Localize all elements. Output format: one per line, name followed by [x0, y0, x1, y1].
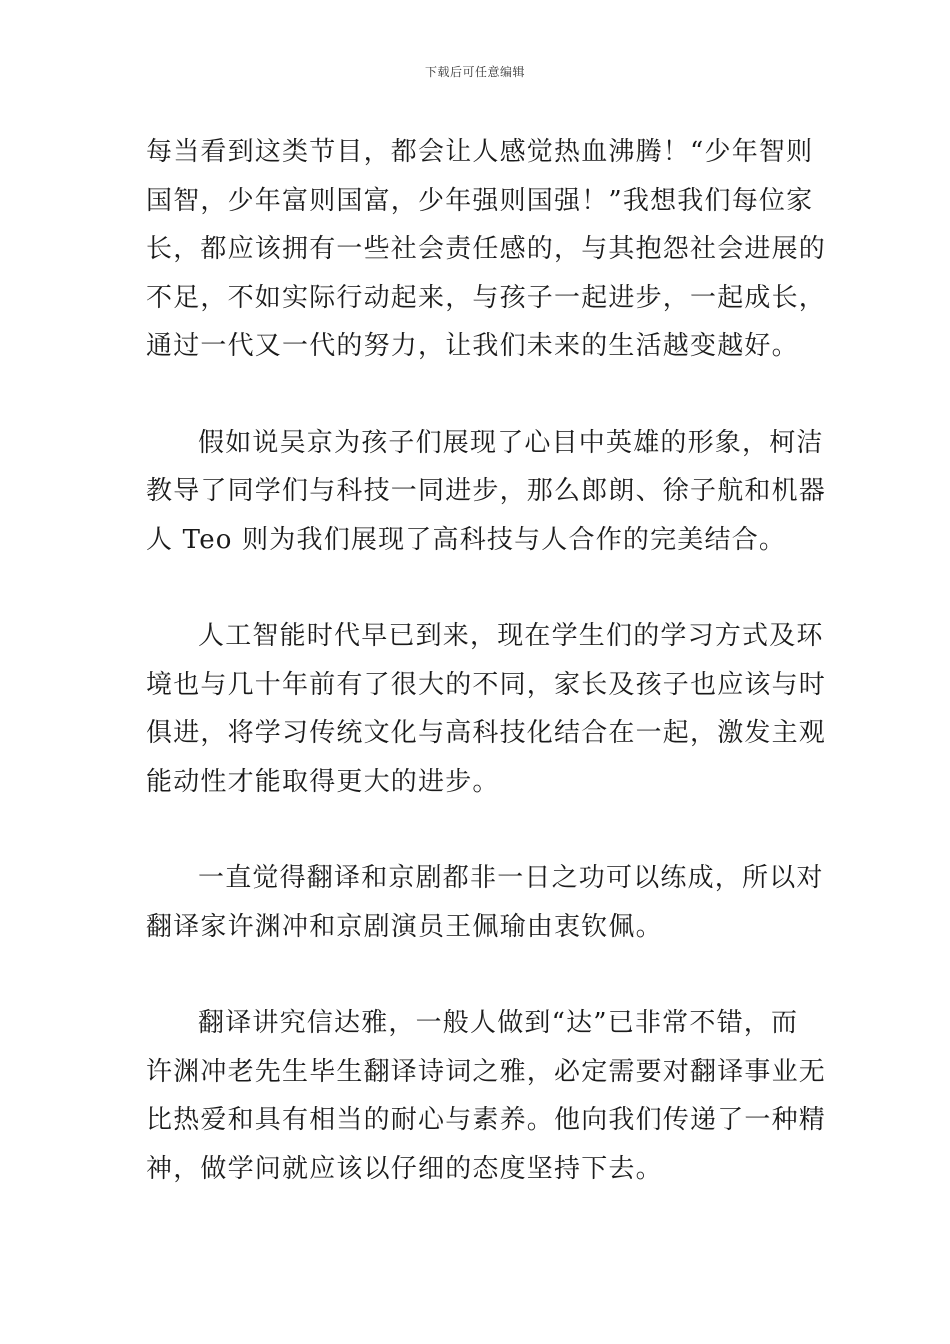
paragraph-line: 比热爱和具有相当的耐心与素养。他向我们传递了一种精	[146, 1105, 827, 1135]
paragraph-line: 国智，少年富则国富，少年强则国强！”我想我们每位家	[146, 185, 814, 216]
paragraph-line: 翻译家许渊冲和京剧演员王佩瑜由衷钦佩。	[146, 911, 663, 942]
paragraph-line: 俱进，将学习传统文化与高科技化结合在一起，激发主观	[146, 718, 827, 748]
paragraph-line: 教导了同学们与科技一同进步，那么郎朗、徐子航和机器	[146, 476, 827, 506]
paragraph-line: 长，都应该拥有一些社会责任感的，与其抱怨社会进展的	[146, 234, 827, 264]
page-header-note: 下载后可任意编辑	[424, 65, 525, 79]
paragraph-3	[146, 612, 827, 806]
paragraph-line: 人 Teo 则为我们展现了高科技与人合作的完美结合。	[146, 524, 787, 555]
paragraph-line: 神，做学问就应该以仔细的态度坚持下去。	[146, 1153, 663, 1184]
paragraph-line: 假如说吴京为孩子们展现了心目中英雄的形象，柯洁	[198, 427, 824, 458]
paragraph-line: 每当看到这类节目，都会让人感觉热血沸腾！“少年智则	[146, 137, 814, 167]
document-body	[146, 128, 827, 1193]
paragraph-line: 翻译讲究信达雅，一般人做到“达”已非常不错，而	[198, 1008, 799, 1038]
paragraph-4	[146, 854, 824, 951]
paragraph-line: 境也与几十年前有了很大的不同，家长及孩子也应该与时	[146, 669, 827, 700]
paragraph-line: 通过一代又一代的努力，让我们未来的生活越变越好。	[146, 331, 799, 361]
paragraph-line: 能动性才能取得更大的进步。	[146, 766, 500, 797]
paragraph-2	[146, 419, 827, 565]
paragraph-5	[146, 999, 827, 1193]
paragraph-1	[146, 128, 827, 371]
paragraph-line: 不足，不如实际行动起来，与孩子一起进步，一起成长，	[146, 282, 827, 313]
paragraph-line: 人工智能时代早已到来，现在学生们的学习方式及环	[198, 621, 824, 651]
paragraph-line: 一直觉得翻译和京剧都非一日之功可以练成，所以对	[198, 863, 824, 893]
paragraph-line: 许渊冲老先生毕生翻译诗词之雅，必定需要对翻译事业无	[146, 1056, 827, 1087]
